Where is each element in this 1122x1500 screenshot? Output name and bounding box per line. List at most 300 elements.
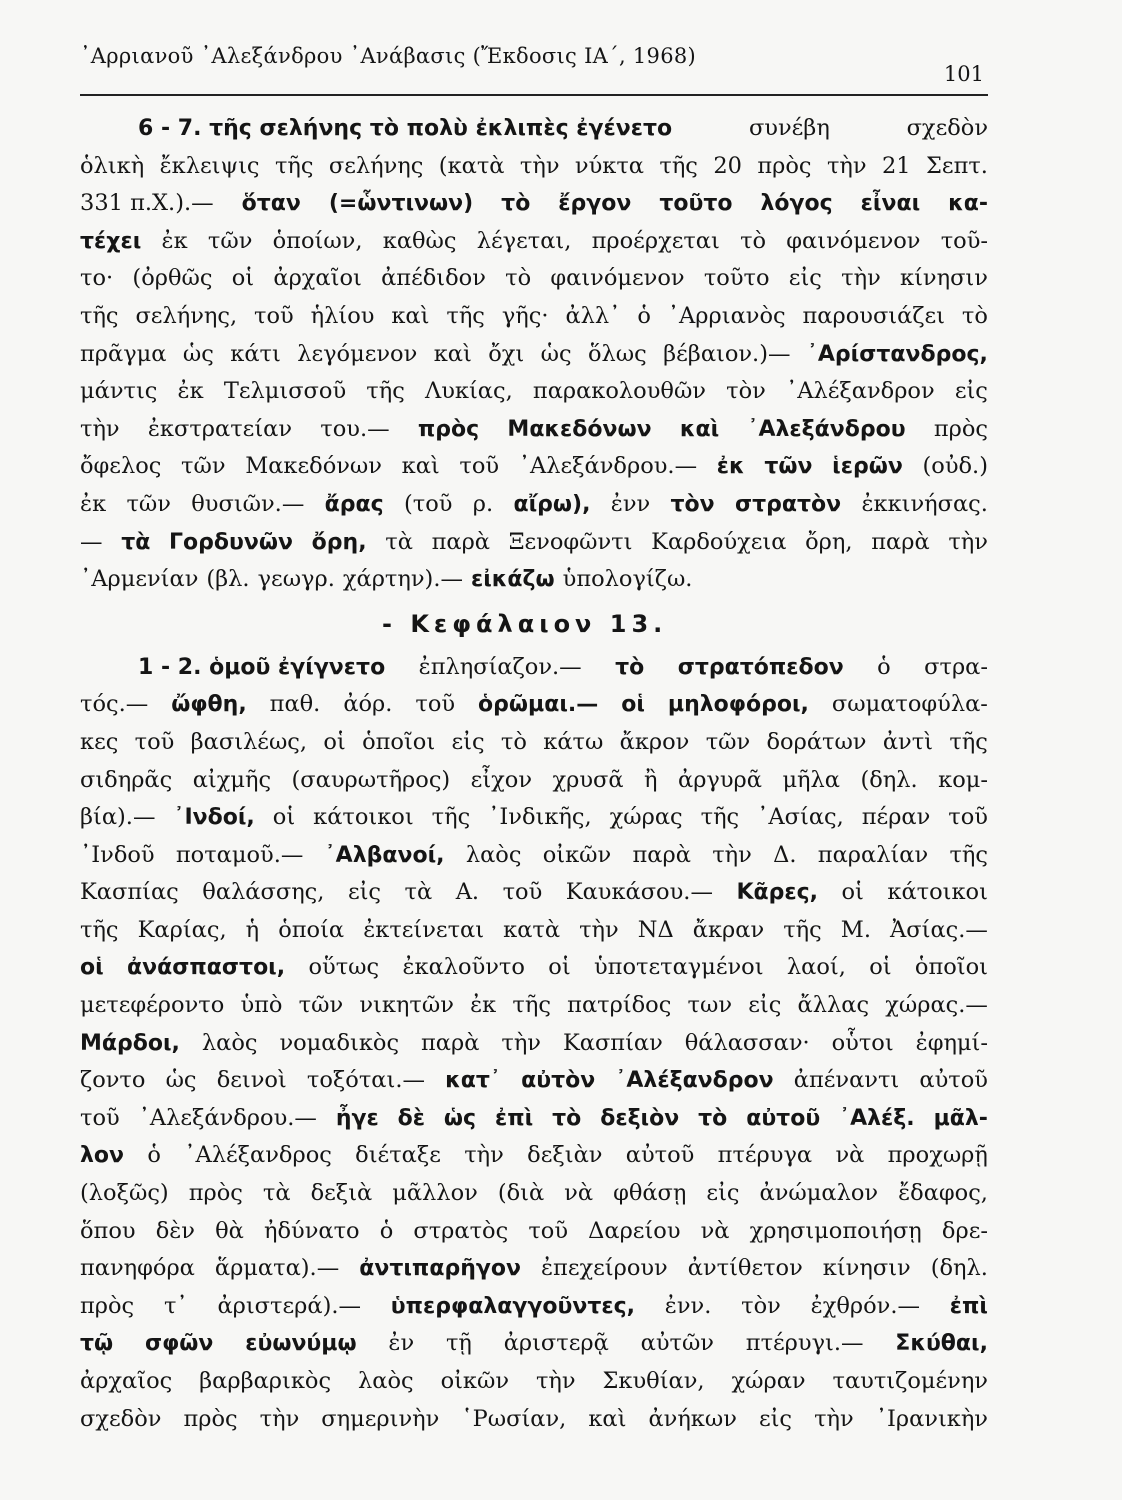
gloss-word: πανηφόρα bbox=[80, 1255, 195, 1282]
gloss-word: βαρβαρικὸς bbox=[199, 1368, 332, 1394]
gloss-word: (λοξῶς) bbox=[80, 1180, 169, 1207]
gloss-word: ἐκκινήσας. bbox=[861, 490, 988, 517]
lemma-word: ᾿Αλβανοί, bbox=[324, 842, 445, 868]
lemma-word: ἐπὶ bbox=[949, 1293, 988, 1319]
gloss-word: τῆς bbox=[512, 992, 551, 1019]
gloss-word: νύκτα bbox=[574, 152, 644, 179]
gloss-word: τοῦ bbox=[459, 453, 500, 480]
lemma-word: οἱ bbox=[621, 692, 645, 718]
gloss-word: τῶν bbox=[126, 490, 171, 517]
gloss-word: τῆς bbox=[949, 841, 988, 868]
gloss-word: ἐχθρόν.— bbox=[810, 1292, 920, 1319]
text-line bbox=[80, 1062, 988, 1100]
gloss-word: ἐπεχείρουν bbox=[540, 1255, 668, 1282]
lemma-word: τὰ bbox=[121, 529, 151, 555]
lemma-word: ὤφθη, bbox=[171, 692, 247, 718]
gloss-word: αὐτοῦ bbox=[919, 1067, 988, 1094]
gloss-word: οὕτως bbox=[308, 954, 380, 981]
gloss-word: ὅπου bbox=[80, 1217, 136, 1244]
text-line bbox=[80, 762, 988, 800]
lemma-word: ᾿Αρίστανδρος, bbox=[806, 341, 988, 367]
gloss-word: οἱ bbox=[323, 728, 346, 755]
text-line bbox=[80, 1363, 988, 1401]
gloss-word: ἡ bbox=[245, 916, 260, 943]
lemma-word: ἀνάσπαστοι, bbox=[127, 955, 286, 981]
gloss-word: ἀριστερά).— bbox=[217, 1292, 361, 1319]
gloss-word: Ἀσίας.— bbox=[890, 916, 988, 943]
text-line bbox=[80, 223, 988, 261]
gloss-word: παρὰ bbox=[632, 841, 691, 868]
gloss-word: 331 π.Χ.).— bbox=[80, 190, 214, 217]
gloss-word: ὁποίων, bbox=[272, 227, 363, 254]
gloss-word: ᾿Αλέξανδρος bbox=[184, 1142, 332, 1169]
gloss-word: ἐκστρατείαν bbox=[147, 415, 293, 442]
gloss-word: τός.— bbox=[80, 691, 149, 718]
gloss-word: τοῦ bbox=[528, 1217, 568, 1244]
gloss-word: ᾿Αρριανὸς bbox=[667, 302, 786, 329]
lemma-word: ἔργον bbox=[558, 191, 632, 217]
lemma-word: οἱ bbox=[80, 955, 104, 981]
lemma-word: τέχει bbox=[80, 228, 142, 254]
gloss-word: ἀργυρᾶ bbox=[678, 766, 762, 793]
commentary-section-ch12 bbox=[80, 110, 988, 599]
gloss-word: παρουσιάζει bbox=[802, 302, 945, 329]
text-line bbox=[80, 799, 988, 837]
gloss-word: Ξενοφῶντι bbox=[508, 528, 633, 555]
lemma-word: εἰκάζω bbox=[470, 567, 555, 593]
text-line bbox=[80, 486, 988, 524]
text-line bbox=[80, 1250, 988, 1288]
text-line bbox=[80, 148, 988, 186]
lemma-word: τὸ bbox=[501, 191, 531, 217]
lemma-word: σφῶν bbox=[144, 1331, 214, 1357]
gloss-word: πτέρυγα bbox=[717, 1142, 813, 1169]
gloss-word: ἐκ bbox=[470, 992, 497, 1019]
gloss-word: ἐκτείνεται bbox=[363, 916, 485, 943]
gloss-word: ἀρχαῖοι bbox=[273, 265, 362, 292]
gloss-word: ὄφελος bbox=[80, 453, 162, 480]
text-line bbox=[80, 949, 988, 987]
gloss-word: ὁλικὴ bbox=[80, 152, 145, 179]
gloss-word: τὸν bbox=[726, 378, 766, 405]
gloss-word: ἐκαλοῦντο bbox=[402, 954, 525, 981]
gloss-word: χρησιμοποιήσῃ bbox=[749, 1217, 922, 1244]
gloss-word: νομαδικὸς bbox=[279, 1029, 400, 1056]
gloss-word: προχωρῇ bbox=[887, 1142, 988, 1169]
gloss-word: — bbox=[80, 528, 103, 555]
gloss-word: παρὰ bbox=[421, 1029, 480, 1056]
gloss-word: αὐτοῦ bbox=[625, 1142, 695, 1169]
gloss-word: γεωγρ. bbox=[257, 566, 335, 593]
lemma-word: ὡς bbox=[443, 1105, 477, 1131]
text-line bbox=[80, 448, 988, 486]
gloss-word: κάτοικοι bbox=[887, 879, 988, 906]
lemma-word: Σκύθαι, bbox=[895, 1331, 988, 1357]
gloss-word: ρ. bbox=[472, 490, 494, 517]
gloss-word: τὴν bbox=[841, 265, 881, 292]
gloss-word: χώρας bbox=[609, 804, 683, 831]
gloss-word: εἰς bbox=[758, 1405, 793, 1432]
lemma-word: μᾶλ- bbox=[933, 1105, 988, 1131]
text-line bbox=[80, 298, 988, 336]
gloss-word: Καυκάσου.— bbox=[565, 879, 713, 906]
text-line bbox=[80, 874, 988, 912]
gloss-word: δὲν bbox=[155, 1217, 195, 1244]
gloss-word: ᾿Ασίας, bbox=[757, 804, 844, 831]
gloss-word: τοῦ- bbox=[940, 227, 988, 254]
text-line bbox=[80, 1025, 988, 1063]
gloss-word: (κατὰ bbox=[438, 152, 505, 179]
gloss-word: τ᾿ bbox=[163, 1292, 188, 1319]
gloss-word: πατρίδος bbox=[567, 992, 672, 1019]
gloss-word: τῆς bbox=[446, 302, 485, 329]
gloss-word: ἐνν bbox=[610, 490, 651, 517]
gloss-word: ᾿Αλεξάνδρου.— bbox=[138, 1104, 317, 1131]
gloss-word: συνέβη bbox=[748, 115, 830, 141]
gloss-word: ᾿Ινδοῦ bbox=[80, 841, 155, 868]
gloss-word: νικητῶν bbox=[359, 992, 454, 1019]
gloss-word: τῆς bbox=[80, 302, 119, 329]
lemma-word: αὐτοῦ bbox=[746, 1105, 821, 1131]
gloss-word: οὗτοι bbox=[831, 1029, 894, 1056]
gloss-word: ἄκρον bbox=[619, 728, 690, 755]
gloss-word: ἀντίθετον bbox=[687, 1255, 803, 1282]
gloss-word: μάντις bbox=[80, 378, 158, 405]
gloss-word: Σεπτ. bbox=[926, 152, 988, 179]
text-line bbox=[80, 686, 988, 724]
gloss-word: ἀόρ. bbox=[343, 691, 393, 718]
gloss-word: του.— bbox=[320, 415, 390, 442]
gloss-word: θαλάσσης, bbox=[202, 879, 325, 906]
gloss-word: ἐκ bbox=[177, 378, 204, 405]
gloss-word: τῆς bbox=[80, 916, 119, 943]
gloss-word: εἰς bbox=[347, 879, 382, 906]
gloss-word: Καρδούχεια bbox=[651, 528, 787, 555]
gloss-word: κάτι bbox=[230, 340, 281, 367]
gloss-word: ἄλλας bbox=[797, 992, 870, 1019]
gloss-word: ἀνώμαλον bbox=[759, 1180, 879, 1207]
gloss-word: οἰκῶν bbox=[542, 841, 612, 868]
gloss-word: λεγόμενον bbox=[297, 340, 418, 367]
gloss-word: θάλασσαν· bbox=[684, 1029, 810, 1056]
gloss-word: τῆς bbox=[783, 916, 822, 943]
gloss-word: οἰκῶν bbox=[440, 1368, 510, 1394]
gloss-word: τοῦ bbox=[80, 1104, 120, 1131]
gloss-word: λαοί, bbox=[786, 954, 846, 981]
text-line bbox=[80, 1175, 988, 1213]
gloss-word: λέγεται, bbox=[476, 227, 572, 254]
gloss-word: Καρίας, bbox=[137, 916, 227, 943]
gloss-word: ἀντὶ bbox=[882, 728, 933, 755]
lemma-word: ᾿Ινδοί, bbox=[173, 805, 255, 831]
gloss-word: τὴν bbox=[948, 528, 988, 555]
gloss-word: εἰς bbox=[748, 992, 782, 1019]
gloss-word: ἐν bbox=[388, 1330, 415, 1357]
gloss-word: φαινόμενον bbox=[786, 227, 921, 254]
gloss-word: βέβαιον.)— bbox=[663, 340, 791, 367]
gloss-word: χώρας.— bbox=[885, 992, 988, 1019]
text-line bbox=[80, 524, 988, 562]
lemma-word: μηλοφόροι, bbox=[667, 692, 809, 718]
lemma-word: τὸ bbox=[552, 1105, 582, 1131]
lemma-word: στρατὸν bbox=[734, 491, 842, 517]
gloss-word: δεξιὰν bbox=[527, 1142, 603, 1169]
lemma-word: ἦγε bbox=[335, 1105, 379, 1131]
gloss-word: τῶν bbox=[181, 453, 226, 480]
lemma-word: εἶναι bbox=[860, 191, 921, 217]
gloss-word: ἔκλειψις bbox=[159, 152, 260, 179]
gloss-word: τὴν bbox=[535, 1368, 576, 1394]
text-line bbox=[80, 373, 988, 411]
gloss-word: σελήνης bbox=[328, 152, 424, 179]
lemma-word: ᾿Αλεξάνδρου bbox=[747, 416, 906, 442]
gloss-word: νὰ bbox=[835, 1142, 865, 1169]
gloss-word: εἰς bbox=[451, 728, 485, 755]
lemma-word: κατ᾿ bbox=[445, 1068, 501, 1094]
text-line bbox=[80, 1325, 988, 1363]
gloss-word: ΝΔ bbox=[637, 916, 674, 943]
page-body bbox=[80, 110, 988, 1438]
gloss-word: χώραν bbox=[731, 1368, 806, 1394]
gloss-word: ταυτιζομένην bbox=[832, 1368, 988, 1394]
gloss-word: τῆς bbox=[366, 378, 405, 405]
gloss-word: τὴν bbox=[814, 1405, 854, 1432]
gloss-word: (ὀρθῶς bbox=[132, 265, 213, 292]
gloss-word: (βλ. bbox=[206, 566, 250, 593]
lemma-word: τὸν bbox=[670, 491, 715, 517]
gloss-word: κάτοικοι bbox=[313, 804, 414, 831]
gloss-word: θὰ bbox=[215, 1217, 244, 1244]
gloss-word: (οὐδ.) bbox=[922, 453, 988, 480]
page-header bbox=[80, 42, 988, 96]
gloss-word: ζοντο bbox=[80, 1067, 146, 1094]
gloss-word: ἐπλησίαζον.— bbox=[418, 653, 582, 680]
gloss-word: οἱ bbox=[272, 804, 296, 831]
gloss-word: ὁποῖοι bbox=[362, 728, 436, 755]
gloss-word: τὸ bbox=[961, 302, 988, 329]
gloss-word: κάτω bbox=[543, 728, 604, 755]
gloss-word: σελήνης, bbox=[135, 302, 238, 329]
lemma-word: ὁρῶμαι.— bbox=[478, 692, 599, 718]
gloss-word: τῶν bbox=[207, 227, 253, 254]
gloss-word: γῆς· bbox=[501, 302, 549, 329]
gloss-word: πρᾶγμα bbox=[80, 340, 167, 367]
gloss-word: 20 bbox=[713, 152, 742, 179]
gloss-word: ᾿Αλεξάνδρου.— bbox=[518, 453, 698, 480]
lemma-word: λόγος bbox=[760, 191, 833, 217]
page-number: 101 bbox=[943, 62, 984, 86]
text-line bbox=[80, 912, 988, 950]
text-line bbox=[80, 837, 988, 875]
gloss-word: τῇ bbox=[445, 1330, 472, 1357]
gloss-word: πρὸς bbox=[757, 152, 812, 179]
gloss-word: ὁ bbox=[637, 302, 651, 329]
gloss-word: ὑπὸ bbox=[240, 992, 283, 1019]
gloss-word: Μακεδόνων bbox=[245, 453, 382, 480]
text-line bbox=[80, 1213, 988, 1251]
lemma-word: ᾿Αλέξ. bbox=[839, 1105, 915, 1131]
gloss-word: νὰ bbox=[700, 1217, 730, 1244]
running-title: ᾿Αρριανοῦ ᾿Αλεξάνδρου ᾿Ανάβασις (Ἔκδοσις ΙΑ΄, 1968) bbox=[80, 44, 697, 68]
gloss-word: ἐκ bbox=[80, 490, 107, 517]
gloss-word: ὡς bbox=[182, 340, 214, 367]
commentary-section-ch13 bbox=[80, 649, 988, 1438]
gloss-word: ὁ bbox=[147, 1142, 161, 1169]
gloss-word: τὴν bbox=[826, 152, 867, 179]
gloss-word: λαὸς bbox=[358, 1368, 414, 1394]
gloss-word: οἱ bbox=[869, 954, 892, 981]
gloss-word: σιδηρᾶς bbox=[80, 766, 173, 793]
lemma-word: δὲ bbox=[397, 1105, 426, 1131]
gloss-word: παρὰ bbox=[431, 528, 490, 555]
gloss-word: ἀρχαῖος bbox=[80, 1368, 173, 1394]
lemma-word: δεξιὸν bbox=[600, 1105, 680, 1131]
gloss-word: ὡς bbox=[165, 1067, 197, 1094]
gloss-word: ἡλίου bbox=[310, 302, 375, 329]
lemma-word: (=ὧντινων) bbox=[328, 191, 474, 217]
gloss-word: τοξόται.— bbox=[306, 1067, 425, 1094]
gloss-word: (διὰ bbox=[497, 1180, 545, 1207]
gloss-word: ἐνν. bbox=[664, 1292, 712, 1319]
gloss-word: καὶ bbox=[433, 340, 472, 367]
gloss-word: λαὸς bbox=[201, 1029, 258, 1056]
text-line bbox=[80, 724, 988, 762]
lemma-word: Μακεδόνων bbox=[507, 416, 652, 442]
lemma-word: πρὸς bbox=[417, 416, 480, 442]
lemma-word: τὸ bbox=[698, 1105, 728, 1131]
text-line bbox=[80, 649, 988, 687]
gloss-word: Κασπίας bbox=[80, 879, 179, 906]
gloss-word: ἀνήκων bbox=[648, 1405, 737, 1432]
lemma-word: τοῦτο bbox=[659, 191, 733, 217]
gloss-word: ᾿Ινδικῆς, bbox=[488, 804, 592, 831]
gloss-word: φαινόμενον bbox=[550, 265, 685, 292]
lemma-word: Γορδυνῶν bbox=[169, 529, 293, 555]
gloss-word: ἠδύνατο bbox=[264, 1217, 360, 1244]
gloss-word: ἔδαφος, bbox=[898, 1180, 988, 1207]
lemma-word: 1 - 2. ὁμοῦ ἐγίγνετο bbox=[138, 654, 386, 680]
lemma-word: Κᾶρες, bbox=[736, 880, 819, 906]
gloss-word: εἶχον bbox=[470, 766, 533, 793]
gloss-word: τοῦ bbox=[948, 804, 988, 831]
gloss-word: ὁποῖοι bbox=[914, 954, 988, 981]
gloss-word: μῆλα bbox=[782, 766, 840, 793]
gloss-word: καθὼς bbox=[382, 227, 457, 254]
gloss-word: ἅρματα).— bbox=[214, 1255, 340, 1282]
gloss-word: πέραν bbox=[861, 804, 931, 831]
gloss-word: θυσιῶν.— bbox=[191, 490, 305, 517]
lemma-word: τῷ bbox=[80, 1331, 114, 1357]
gloss-word: οἱ bbox=[548, 954, 571, 981]
gloss-word: εἰς bbox=[706, 1180, 740, 1207]
gloss-word: ἢ bbox=[644, 766, 658, 793]
lemma-word: Μάρδοι, bbox=[80, 1030, 180, 1056]
gloss-word: ἀπέδιδον bbox=[381, 265, 486, 292]
gloss-word: τοῦ bbox=[415, 691, 456, 718]
gloss-word: σχεδὸν bbox=[80, 1405, 162, 1432]
gloss-word: μετεφέροντο bbox=[80, 992, 225, 1019]
gloss-word: τὴν bbox=[712, 841, 752, 868]
gloss-word: ὡς bbox=[540, 340, 572, 367]
gloss-word: τὴν bbox=[519, 152, 560, 179]
gloss-word: οἱ bbox=[231, 265, 255, 292]
text-line bbox=[80, 561, 988, 599]
gloss-word: σημερινὴν bbox=[321, 1405, 440, 1432]
gloss-word: φθάσῃ bbox=[613, 1180, 687, 1207]
gloss-word: λαὸς bbox=[465, 841, 522, 868]
gloss-word: τῆς bbox=[274, 152, 314, 179]
gloss-word: κατὰ bbox=[503, 916, 561, 943]
gloss-word: Δ. bbox=[773, 841, 797, 868]
text-line bbox=[80, 336, 988, 374]
text-line bbox=[80, 1401, 988, 1439]
lemma-word: ἐπὶ bbox=[495, 1105, 534, 1131]
lemma-word: ἄρας bbox=[324, 491, 384, 517]
gloss-word: κίνησιν bbox=[822, 1255, 911, 1282]
lemma-word: κα- bbox=[948, 191, 988, 217]
gloss-word: πρὸς bbox=[933, 415, 988, 442]
gloss-word: πρὸς bbox=[183, 1405, 238, 1432]
gloss-word: ᾿Ιρανικὴν bbox=[875, 1405, 988, 1432]
gloss-word: αὐτῶν bbox=[640, 1330, 714, 1357]
gloss-word: τὴν bbox=[80, 415, 120, 442]
gloss-word: παραλίαν bbox=[817, 841, 929, 868]
gloss-word: αἰχμῆς bbox=[192, 766, 272, 793]
text-line bbox=[80, 110, 988, 148]
gloss-word: ποταμοῦ.— bbox=[175, 841, 304, 868]
lemma-word: εὐωνύμῳ bbox=[245, 1331, 357, 1357]
gloss-word: τὰ bbox=[404, 879, 433, 906]
gloss-word: Λυκίας, bbox=[424, 378, 513, 405]
gloss-word: στρατὸς bbox=[413, 1217, 509, 1244]
gloss-word: Σκυθίαν, bbox=[602, 1368, 705, 1394]
gloss-word: καὶ bbox=[391, 302, 430, 329]
lemma-word: στρατόπεδον bbox=[677, 654, 844, 680]
gloss-word: των bbox=[687, 992, 733, 1019]
gloss-word: ῾Ρωσίαν, bbox=[461, 1405, 567, 1432]
gloss-word: τὸ bbox=[500, 728, 527, 755]
lemma-word: τῶν bbox=[764, 454, 813, 480]
gloss-word: τὴν bbox=[579, 916, 619, 943]
gloss-word: δρε- bbox=[941, 1217, 988, 1244]
gloss-word: βασιλέως, bbox=[190, 728, 308, 755]
gloss-word: τοῦ bbox=[502, 879, 543, 906]
gloss-word: πρὸς bbox=[80, 1292, 135, 1319]
gloss-word: οἱ bbox=[841, 879, 864, 906]
gloss-word: Δαρείου bbox=[588, 1217, 681, 1244]
gloss-word: τοῦ bbox=[254, 302, 294, 329]
gloss-word: τῶν bbox=[298, 992, 344, 1019]
gloss-word: ὅλως bbox=[587, 340, 647, 367]
text-line bbox=[80, 411, 988, 449]
gloss-word: τὰ bbox=[385, 528, 413, 555]
gloss-word: τὸ bbox=[505, 265, 532, 292]
gloss-word: κομ- bbox=[938, 766, 988, 793]
gloss-word: τῆς bbox=[659, 152, 698, 179]
lemma-word: ὅταν bbox=[241, 191, 301, 217]
lemma-word: ἀντιπαρῆγον bbox=[359, 1256, 521, 1282]
gloss-word: διέταξε bbox=[355, 1142, 441, 1169]
gloss-word: καὶ bbox=[588, 1405, 627, 1432]
gloss-word: τοῦτο bbox=[703, 265, 770, 292]
gloss-word: Α. bbox=[455, 879, 480, 906]
lemma-word: ἱερῶν bbox=[832, 454, 903, 480]
lemma-word: λον bbox=[80, 1143, 125, 1169]
gloss-word: 21 bbox=[881, 152, 911, 179]
gloss-word: ὑποτεταγμένοι bbox=[594, 954, 764, 981]
gloss-word: ὑπολογίζω. bbox=[562, 566, 693, 593]
gloss-word: Κασπίαν bbox=[562, 1029, 663, 1056]
